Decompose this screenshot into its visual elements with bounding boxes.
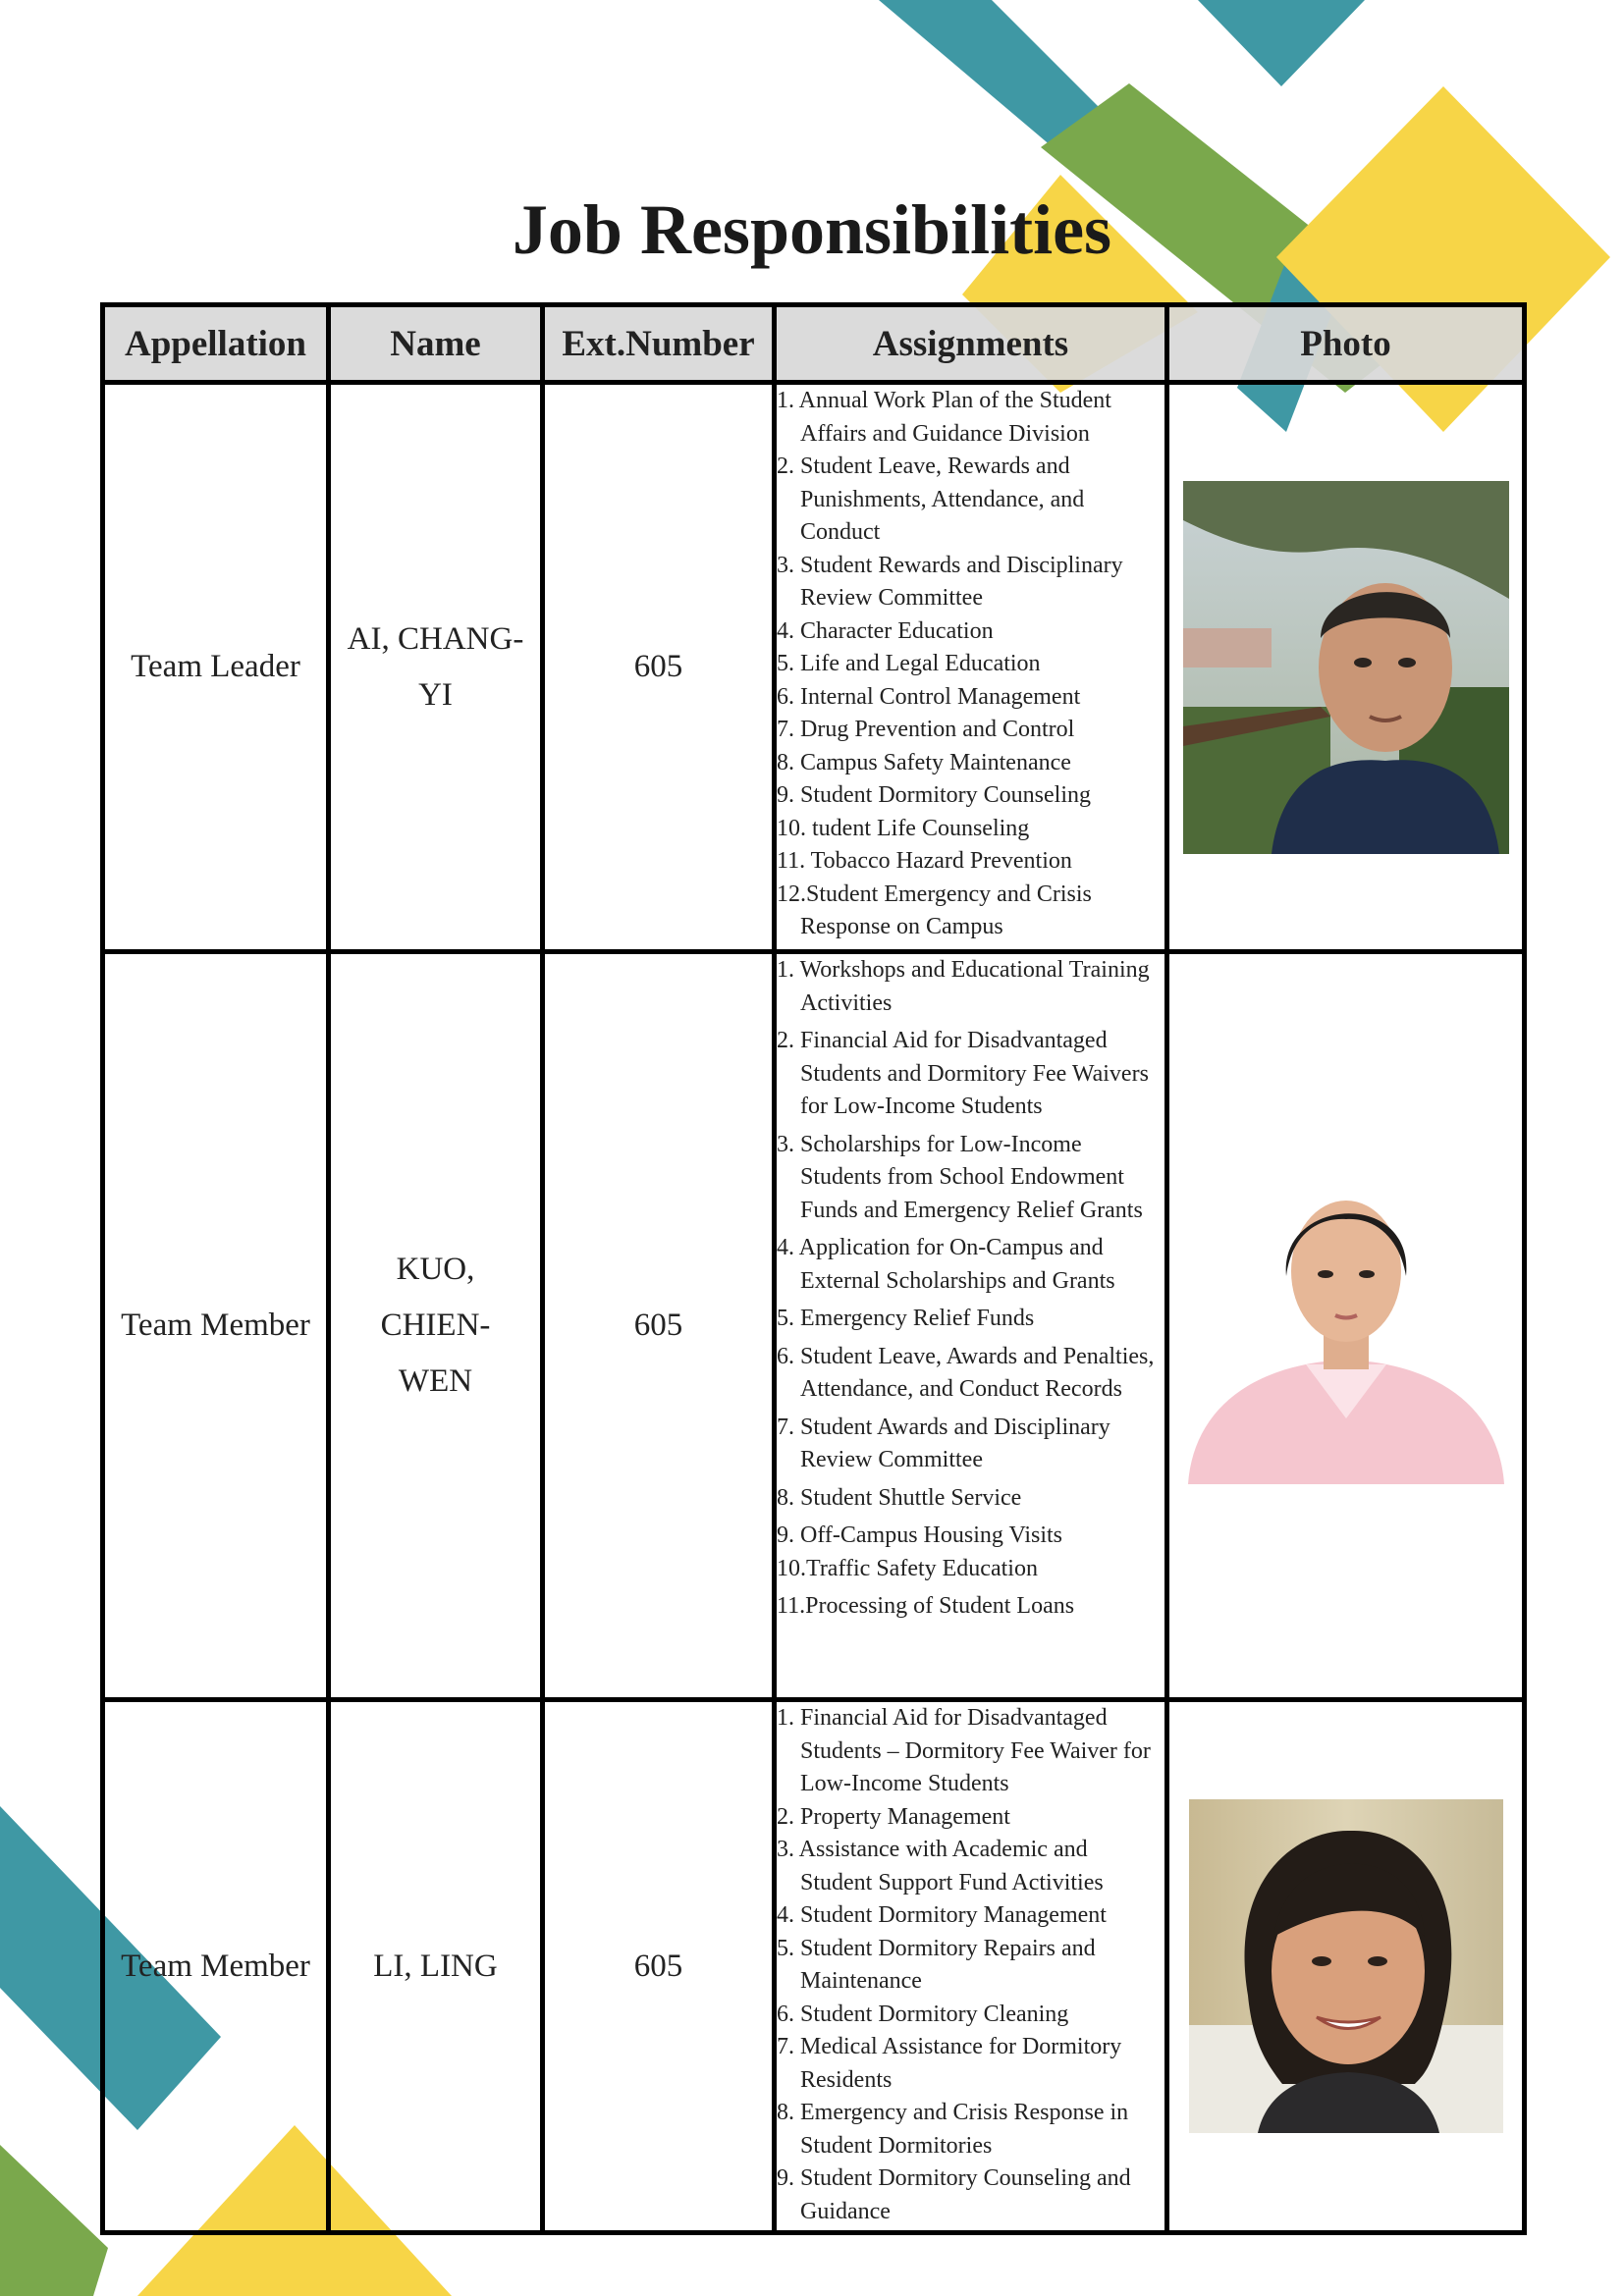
assignments-cell — [775, 383, 1167, 952]
list-item: 4. Character Education — [777, 617, 994, 644]
list-item: 4. Student Dormitory Management — [777, 1902, 1107, 1928]
list-item: 11. Tobacco Hazard Prevention — [777, 848, 1072, 874]
list-item: 6. Internal Control Management — [777, 683, 1081, 710]
name-line: LI, LING — [373, 1948, 498, 1984]
list-item: 9. Student Dormitory Counseling — [777, 782, 1091, 808]
table-row — [103, 1700, 1525, 2233]
list-item: 11.Processing of Student Loans — [777, 1593, 1075, 1619]
ext-number-cell: 605 — [543, 383, 775, 952]
ext-number-cell: 605 — [543, 1700, 775, 2233]
name-cell — [329, 1700, 543, 2233]
assignments-cell — [775, 952, 1167, 1700]
list-item: 9. Student Dormitory Counseling and Guidance — [777, 2165, 1131, 2224]
list-item: 10. tudent Life Counseling — [777, 815, 1030, 841]
list-item: 2. Property Management — [777, 1803, 1010, 1830]
photo-cell — [1167, 952, 1525, 1700]
name-line: YI — [418, 676, 453, 713]
staff-photo — [1188, 1168, 1504, 1484]
list-item: 6. Student Leave, Awards and Penalties, Attendance, and Conduct Records — [777, 1343, 1155, 1402]
list-item: 2. Student Leave, Rewards and Punishments, Attendance, and Conduct — [777, 454, 1085, 545]
table-row — [103, 383, 1525, 952]
photo-cell — [1167, 1700, 1525, 2233]
list-item: 8. Campus Safety Maintenance — [777, 749, 1071, 775]
list-item: 4. Application for On-Campus and External Scholarships and Grants — [777, 1235, 1115, 1294]
list-item: 3. Scholarships for Low-Income Students from School Endowment Funds and Emergency Relief Grants — [777, 1131, 1143, 1223]
list-item: 5. Emergency Relief Funds — [777, 1306, 1035, 1331]
list-item: 7. Drug Prevention and Control — [777, 717, 1075, 742]
list-item: 7. Medical Assistance for Dormitory Residents — [777, 2034, 1122, 2093]
photo-cell — [1167, 383, 1525, 952]
name-cell — [329, 383, 543, 952]
list-item: 8. Student Shuttle Service — [777, 1484, 1022, 1511]
list-item: 1. Annual Work Plan of the Student Affairs and Guidance Division — [777, 388, 1111, 447]
header-photo: Photo — [1167, 305, 1525, 383]
list-item: 1. Workshops and Educational Training Activities — [777, 957, 1150, 1016]
name-cell — [329, 952, 543, 1700]
table-row — [103, 952, 1525, 1700]
list-item: 2. Financial Aid for Disadvantaged Students and Dormitory Fee Waivers for Low-Income Students — [777, 1028, 1149, 1119]
header-name: Name — [329, 305, 543, 383]
deco-green-band-bottom — [0, 2145, 108, 2296]
assignments-cell — [775, 1700, 1167, 2233]
deco-teal-triangle-top — [1198, 0, 1365, 86]
appellation-cell: Team Leader — [103, 383, 329, 952]
list-item: 3. Assistance with Academic and Student Support Fund Activities — [777, 1837, 1104, 1896]
list-item: 8. Emergency and Crisis Response in Student Dormitories — [777, 2100, 1129, 2159]
list-item: 6. Student Dormitory Cleaning — [777, 2001, 1069, 2027]
list-item: 1. Financial Aid for Disadvantaged Students – Dormitory Fee Waiver for Low-Income Students — [777, 1705, 1151, 1796]
list-item: 5. Life and Legal Education — [777, 651, 1041, 676]
list-item: 7. Student Awards and Disciplinary Review Committee — [777, 1414, 1110, 1472]
header-ext-number: Ext.Number — [543, 305, 775, 383]
appellation-cell: Team Member — [103, 952, 329, 1700]
table-header-row — [103, 305, 1525, 383]
name-line: KUO, — [396, 1252, 475, 1287]
staff-photo — [1183, 481, 1509, 854]
list-item: 12.Student Emergency and Crisis Response on Campus — [777, 881, 1092, 939]
name-line: AI, CHANG- — [347, 620, 524, 657]
assignment-list — [777, 385, 1164, 944]
list-item: 10.Traffic Safety Education — [777, 1555, 1038, 1581]
assignment-list — [777, 954, 1164, 1624]
header-appellation: Appellation — [103, 305, 329, 383]
assignment-list — [777, 1702, 1164, 2228]
job-responsibilities-table — [100, 302, 1527, 2235]
appellation-cell: Team Member — [103, 1700, 329, 2233]
name-line: CHIEN- — [380, 1308, 491, 1343]
list-item: 3. Student Rewards and Disciplinary Review Committee — [777, 552, 1123, 611]
list-item: 5. Student Dormitory Repairs and Maintenance — [777, 1935, 1096, 1994]
staff-photo — [1189, 1799, 1503, 2133]
name-line: WEN — [398, 1363, 473, 1399]
header-assignments: Assignments — [775, 305, 1167, 383]
page-title: Job Responsibilities — [512, 190, 1112, 269]
ext-number-cell: 605 — [543, 952, 775, 1700]
list-item: 9. Off-Campus Housing Visits — [777, 1522, 1063, 1548]
